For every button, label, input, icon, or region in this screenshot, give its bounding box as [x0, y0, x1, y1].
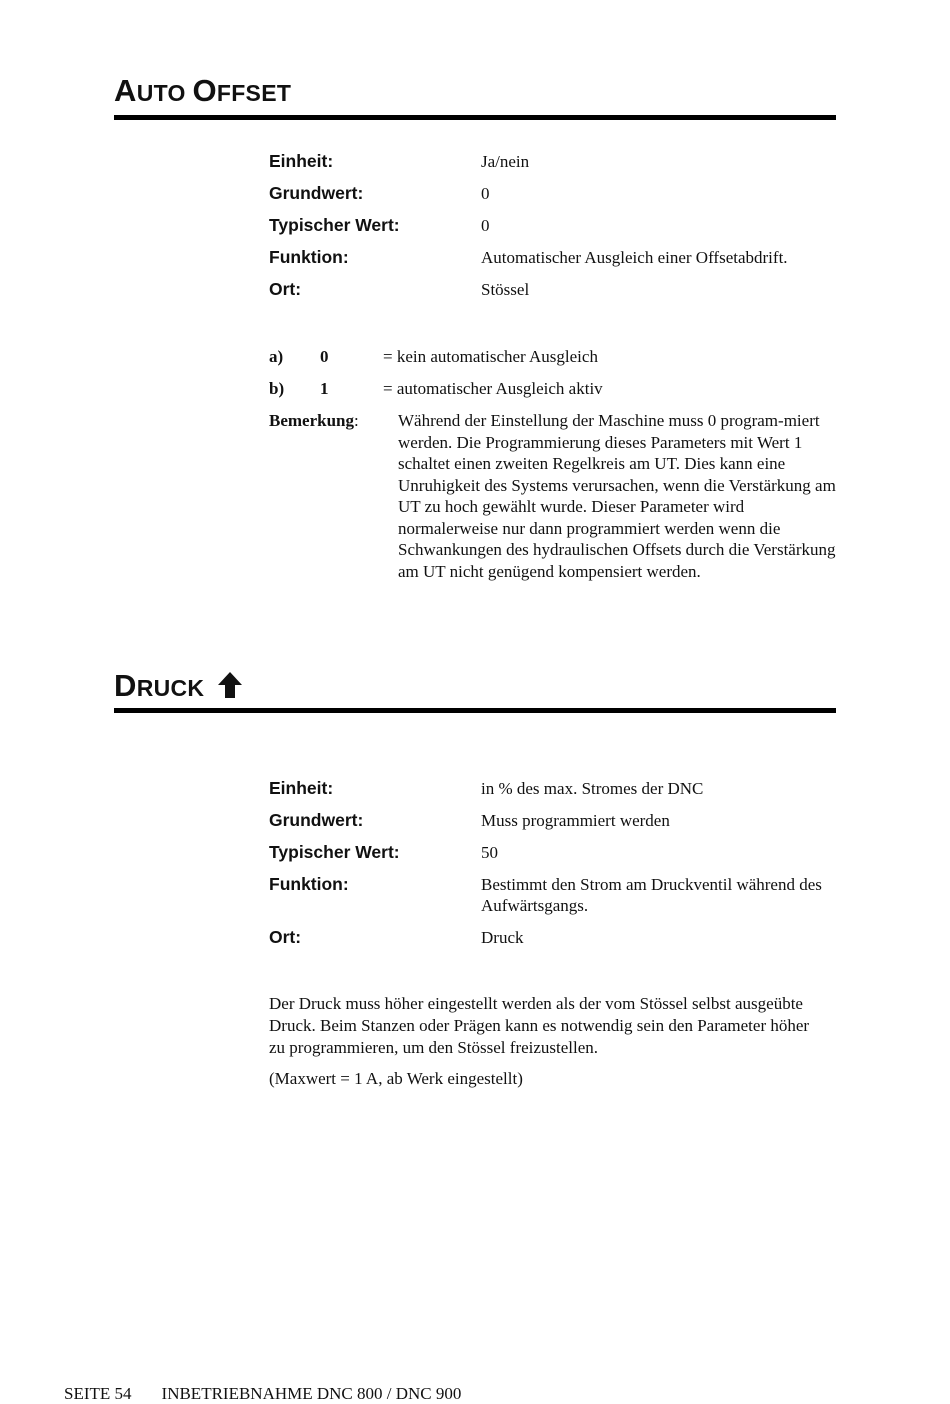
param-label: Ort:: [269, 927, 302, 947]
param-row-ort: [269, 279, 839, 300]
param-label: Ort:: [269, 279, 302, 299]
param-label: Einheit:: [269, 778, 334, 798]
param-row-grundwert: [269, 810, 839, 831]
param-value: Ja/nein: [481, 152, 530, 171]
param-label: Typischer Wert:: [269, 215, 400, 235]
option-text: = kein automatischer Ausgleich: [383, 347, 598, 366]
param-label: Typischer Wert:: [269, 842, 400, 862]
param-value: 0: [481, 216, 490, 235]
section-heading-druck: DRUCK: [114, 668, 836, 713]
parameter-table-druck: [269, 778, 839, 959]
param-value: in % des max. Stromes der DNC: [481, 779, 704, 798]
param-row-funktion: [269, 247, 839, 268]
param-value: 0: [481, 184, 490, 203]
page-number: SEITE 54: [64, 1384, 132, 1403]
param-label: Funktion:: [269, 247, 349, 267]
remark-text: Während der Einstellung der Maschine muss 0 program-miert werden. Die Programmierung dieses Parameters mit Wert 1 schaltet einen zweiten Regelkreis am UT. Dies kann eine Unruhigkeit des Systems verursachen, wenn die Verstärkung am UT zu hoch gewählt wurde. Dieser Parameter wird normalerweise nur dann programmiert werden wenn die Schwankungen des hydraulischen Offsets durch die Verstärkung am UT nicht genügend kompensiert werden.: [398, 411, 836, 581]
option-number: 1: [320, 379, 329, 398]
param-row-einheit: [269, 778, 839, 799]
param-row-funktion: [269, 874, 839, 916]
param-value: Automatischer Ausgleich einer Offsetabdrift.: [481, 248, 788, 267]
arrow-up-icon: [217, 670, 243, 706]
param-label: Funktion:: [269, 874, 349, 894]
remark-block: [269, 410, 839, 582]
param-row-einheit: [269, 151, 839, 172]
param-label: Grundwert:: [269, 810, 364, 830]
options-list: [269, 346, 839, 582]
param-value: 50: [481, 843, 498, 862]
remark-label: Bemerkung:: [269, 411, 359, 430]
param-row-typischer-wert: [269, 215, 839, 236]
param-value: Stössel: [481, 280, 530, 299]
body-paragraph-note: (Maxwert = 1 A, ab Werk eingestellt): [269, 1069, 523, 1088]
param-label: Einheit:: [269, 151, 334, 171]
param-value: Bestimmt den Strom am Druckventil während des Aufwärtsgangs.: [481, 875, 822, 915]
parameter-table-auto-offset: [269, 151, 839, 311]
body-paragraph: Der Druck muss höher eingestellt werden als der vom Stössel selbst ausgeübte Druck. Beim Stanzen oder Prägen kann es notwendig sein den Parameter höher zu programmieren, um den Stössel freizustellen.: [269, 994, 810, 1057]
param-row-grundwert: [269, 183, 839, 204]
param-label: Grundwert:: [269, 183, 364, 203]
param-row-typischer-wert: [269, 842, 839, 863]
option-number: 0: [320, 347, 329, 366]
param-value: Muss programmiert werden: [481, 811, 670, 830]
option-row-b: [269, 378, 839, 399]
param-row-ort: [269, 927, 839, 948]
option-letter: b): [269, 379, 285, 398]
section-heading-auto-offset: AUTO OFFSET: [114, 73, 836, 120]
page-footer: [64, 1384, 491, 1404]
param-value: Druck: [481, 928, 524, 947]
option-row-a: [269, 346, 839, 367]
option-letter: a): [269, 347, 284, 366]
document-title: INBETRIEBNAHME DNC 800 / DNC 900: [161, 1384, 462, 1403]
option-text: = automatischer Ausgleich aktiv: [383, 379, 603, 398]
